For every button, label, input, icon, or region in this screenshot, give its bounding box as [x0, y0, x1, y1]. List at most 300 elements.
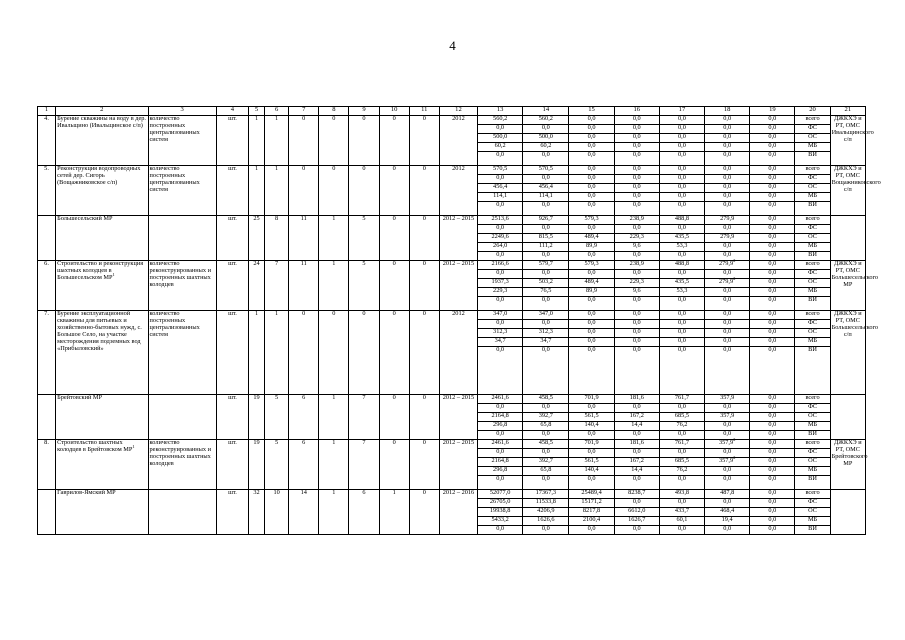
- amount-cell: 0,0: [750, 404, 795, 413]
- amount-cell: 489,4: [569, 234, 614, 243]
- amount-cell: 0,0: [569, 320, 614, 329]
- amount-cell: 458,5: [523, 395, 569, 404]
- funding-source-cell: МБ: [795, 193, 830, 202]
- amount-cell: 357,9: [705, 413, 750, 422]
- amount-cell: 701,9: [569, 395, 614, 404]
- quantity-cell: 7: [349, 395, 379, 440]
- amount-cell: 0,0: [705, 449, 750, 458]
- row-number-cell: 7.: [38, 311, 56, 395]
- amount-cell: 0,0: [659, 166, 704, 175]
- amount-cell: 0,0: [659, 347, 704, 395]
- amount-cell: 0,0: [478, 175, 523, 184]
- quantity-cell: 11: [289, 216, 319, 261]
- amount-cell: 0,0: [750, 499, 795, 508]
- quantity-cell: 0: [319, 116, 349, 166]
- amount-cell: 0,0: [614, 202, 659, 216]
- amount-cell: 0,0: [659, 202, 704, 216]
- amount-cell: 0,0: [523, 297, 569, 311]
- quantity-cell: 1: [319, 216, 349, 261]
- footnote-marker: 2: [733, 276, 736, 281]
- amount-cell: 0,0: [750, 270, 795, 279]
- unit-cell: шт.: [216, 490, 248, 535]
- amount-cell: 8217,8: [569, 508, 614, 517]
- amount-cell: 0,0: [523, 526, 569, 535]
- amount-cell: 468,4: [705, 508, 750, 517]
- amount-cell: 26705,0: [478, 499, 523, 508]
- amount-cell: 0,0: [569, 125, 614, 134]
- quantity-cell: 14: [289, 490, 319, 535]
- amount-cell: 0,0: [523, 449, 569, 458]
- quantity-cell: 0: [289, 166, 319, 216]
- quantity-cell: 0: [289, 311, 319, 395]
- measure-name-cell: Бурение скважины на воду в дер. Ивальщино (Ивальщинское с/п): [56, 116, 148, 166]
- amount-cell: 0,0: [569, 202, 614, 216]
- funding-source-cell: всего: [795, 261, 830, 270]
- amount-cell: 279,9: [705, 216, 750, 225]
- amount-cell: 0,0: [569, 329, 614, 338]
- amount-cell: 0,0: [750, 184, 795, 193]
- indicator-cell: количество построенных централизованных систем: [148, 116, 216, 166]
- amount-cell: 0,0: [750, 329, 795, 338]
- amount-cell: 0,0: [478, 125, 523, 134]
- amount-cell: 279,9: [705, 234, 750, 243]
- amount-cell: 0,0: [659, 175, 704, 184]
- funding-source-cell: МБ: [795, 517, 830, 526]
- amount-cell: 0,0: [569, 252, 614, 261]
- amount-cell: 815,5: [523, 234, 569, 243]
- amount-cell: 2164,8: [478, 413, 523, 422]
- indicator-cell: количество реконструированных и построенных шахтных колодцев: [148, 261, 216, 311]
- funding-source-cell: ВИ: [795, 347, 830, 395]
- quantity-cell: 32: [248, 490, 264, 535]
- amount-cell: 0,0: [478, 225, 523, 234]
- amount-cell: 0,0: [614, 116, 659, 125]
- years-cell: 2012 – 2016: [439, 490, 477, 535]
- funding-source-cell: ФС: [795, 404, 830, 413]
- amount-cell: 0,0: [750, 152, 795, 166]
- quantity-cell: 1: [319, 261, 349, 311]
- column-number-cell: 7: [289, 107, 319, 116]
- quantity-cell: 8: [265, 216, 289, 261]
- amount-cell: 0,0: [523, 347, 569, 395]
- amount-cell: 89,9: [569, 288, 614, 297]
- amount-cell: 279,9$^2$: [705, 279, 750, 288]
- quantity-cell: 0: [319, 311, 349, 395]
- funding-source-cell: всего: [795, 216, 830, 225]
- amount-cell: 357,9$^2$: [705, 458, 750, 467]
- amount-cell: 34,7: [523, 338, 569, 347]
- years-cell: 2012: [439, 116, 477, 166]
- amount-cell: 0,0: [705, 404, 750, 413]
- quantity-cell: 0: [349, 166, 379, 216]
- quantity-cell: 0: [409, 440, 439, 490]
- amount-cell: 0,0: [614, 476, 659, 490]
- amount-cell: 0,0: [523, 125, 569, 134]
- amount-cell: 0,0: [523, 476, 569, 490]
- amount-cell: 0,0: [705, 252, 750, 261]
- amount-cell: 0,0: [705, 175, 750, 184]
- measure-name-cell: Брейтовский МР: [56, 395, 148, 440]
- amount-cell: 493,8: [659, 490, 704, 499]
- amount-cell: 2461,6: [478, 395, 523, 404]
- amount-cell: 114,1: [523, 193, 569, 202]
- measure-name-cell: Строительство и реконструкция шахтных колодцев в Большесельском $МР^1$: [56, 261, 148, 311]
- amount-cell: 0,0: [614, 184, 659, 193]
- amount-cell: 0,0: [659, 152, 704, 166]
- amount-cell: 0,0: [750, 225, 795, 234]
- column-number-cell: 13: [478, 107, 523, 116]
- row-number-cell: 8.: [38, 440, 56, 490]
- table-row: [38, 166, 866, 175]
- amount-cell: 1626,6: [523, 517, 569, 526]
- quantity-cell: 0: [379, 261, 409, 311]
- quantity-cell: 10: [265, 490, 289, 535]
- amount-cell: 0,0: [569, 404, 614, 413]
- years-cell: 2012 – 2015: [439, 440, 477, 490]
- amount-cell: 0,0: [478, 152, 523, 166]
- amount-cell: 0,0: [750, 311, 795, 320]
- amount-cell: 0,0: [750, 288, 795, 297]
- amount-cell: 2249,6: [478, 234, 523, 243]
- unit-cell: шт.: [216, 261, 248, 311]
- table-row: [38, 490, 866, 499]
- amount-cell: 0,0: [750, 243, 795, 252]
- table-row: [38, 311, 866, 320]
- amount-cell: 0,0: [750, 125, 795, 134]
- amount-cell: 0,0: [659, 143, 704, 152]
- amount-cell: 0,0: [614, 270, 659, 279]
- amount-cell: 19,4: [705, 517, 750, 526]
- funding-source-cell: ФС: [795, 320, 830, 329]
- quantity-cell: 5: [349, 261, 379, 311]
- amount-cell: 0,0: [614, 347, 659, 395]
- amount-cell: 229,3: [614, 234, 659, 243]
- amount-cell: 9,6: [614, 243, 659, 252]
- amount-cell: 0,0: [659, 270, 704, 279]
- years-cell: 2012 – 2015: [439, 261, 477, 311]
- amount-cell: 579,3: [569, 216, 614, 225]
- amount-cell: 0,0: [569, 476, 614, 490]
- quantity-cell: 19: [248, 395, 264, 440]
- funding-source-cell: ОС: [795, 329, 830, 338]
- footnote-marker: 2: [733, 455, 736, 460]
- amount-cell: 312,3: [478, 329, 523, 338]
- amount-cell: 60,2: [523, 143, 569, 152]
- quantity-cell: 6: [349, 490, 379, 535]
- amount-cell: 0,0: [705, 152, 750, 166]
- amount-cell: 0,0: [750, 279, 795, 288]
- amount-cell: 560,2: [523, 116, 569, 125]
- amount-cell: 181,6: [614, 395, 659, 404]
- amount-cell: 0,0: [569, 297, 614, 311]
- amount-cell: 0,0: [569, 431, 614, 440]
- amount-cell: 0,0: [614, 526, 659, 535]
- amount-cell: 76,5: [523, 288, 569, 297]
- funding-source-cell: МБ: [795, 467, 830, 476]
- funding-source-cell: всего: [795, 440, 830, 449]
- amount-cell: 0,0: [478, 347, 523, 395]
- amount-cell: 279,9$^2$: [705, 261, 750, 270]
- table-row: [38, 440, 866, 449]
- quantity-cell: 0: [349, 311, 379, 395]
- column-number-cell: 18: [705, 107, 750, 116]
- indicator-cell: [148, 395, 216, 440]
- amount-cell: 347,0: [523, 311, 569, 320]
- indicator-cell: количество построенных централизованных систем: [148, 166, 216, 216]
- amount-cell: 238,9: [614, 261, 659, 270]
- funding-source-cell: ВИ: [795, 297, 830, 311]
- executor-cell: [830, 395, 865, 440]
- indicator-cell: [148, 490, 216, 535]
- amount-cell: 0,0: [614, 329, 659, 338]
- footnote-marker: 1: [132, 443, 135, 449]
- amount-cell: 0,0: [705, 431, 750, 440]
- amount-cell: 0,0: [523, 270, 569, 279]
- funding-source-cell: ОС: [795, 508, 830, 517]
- amount-cell: 0,0: [569, 449, 614, 458]
- executor-cell: ДЖКХЭ и РТ, ОМС Ивальщинского с/п: [830, 116, 865, 166]
- funding-source-cell: всего: [795, 490, 830, 499]
- amount-cell: 2461,6: [478, 440, 523, 449]
- amount-cell: 0,0: [523, 252, 569, 261]
- quantity-cell: 1: [319, 490, 349, 535]
- quantity-cell: 5: [265, 440, 289, 490]
- column-number-cell: 17: [659, 107, 704, 116]
- amount-cell: 0,0: [705, 125, 750, 134]
- amount-cell: 5433,2: [478, 517, 523, 526]
- amount-cell: 489,4: [569, 279, 614, 288]
- amount-cell: 0,0: [569, 193, 614, 202]
- amount-cell: 17367,3: [523, 490, 569, 499]
- amount-cell: 0,0: [750, 458, 795, 467]
- funding-source-cell: МБ: [795, 422, 830, 431]
- quantity-cell: 1: [248, 166, 264, 216]
- amount-cell: 0,0: [750, 508, 795, 517]
- unit-cell: шт.: [216, 311, 248, 395]
- amount-cell: 0,0: [569, 338, 614, 347]
- quantity-cell: 0: [379, 440, 409, 490]
- funding-source-cell: всего: [795, 166, 830, 175]
- amount-cell: 435,5: [659, 234, 704, 243]
- amount-cell: 0,0: [750, 116, 795, 125]
- column-number-cell: 12: [439, 107, 477, 116]
- amount-cell: 0,0: [523, 175, 569, 184]
- amount-cell: 0,0: [569, 134, 614, 143]
- quantity-cell: 1: [265, 116, 289, 166]
- column-number-cell: 14: [523, 107, 569, 116]
- amount-cell: 52077,0: [478, 490, 523, 499]
- unit-cell: шт.: [216, 216, 248, 261]
- amount-cell: 65,8: [523, 467, 569, 476]
- amount-cell: 0,0: [569, 143, 614, 152]
- amount-cell: 456,4: [478, 184, 523, 193]
- amount-cell: 685,5: [659, 458, 704, 467]
- funding-source-cell: ОС: [795, 234, 830, 243]
- amount-cell: 357,9: [705, 395, 750, 404]
- amount-cell: 15171,2: [569, 499, 614, 508]
- amount-cell: 14,4: [614, 422, 659, 431]
- amount-cell: 0,0: [569, 311, 614, 320]
- footnote-marker: 1: [112, 271, 115, 277]
- amount-cell: 0,0: [523, 404, 569, 413]
- amount-cell: 0,0: [569, 175, 614, 184]
- amount-cell: 701,9: [569, 440, 614, 449]
- funding-source-cell: ФС: [795, 499, 830, 508]
- quantity-cell: 11: [289, 261, 319, 311]
- amount-cell: 2166,6: [478, 261, 523, 270]
- amount-cell: 392,7: [523, 413, 569, 422]
- amount-cell: 140,4: [569, 467, 614, 476]
- unit-cell: шт.: [216, 116, 248, 166]
- amount-cell: 0,0: [750, 134, 795, 143]
- amount-cell: 579,3: [569, 261, 614, 270]
- amount-cell: 0,0: [659, 329, 704, 338]
- funding-source-cell: ВИ: [795, 431, 830, 440]
- amount-cell: 76,2: [659, 467, 704, 476]
- funding-source-cell: ОС: [795, 413, 830, 422]
- row-number-cell: [38, 490, 56, 535]
- amount-cell: 488,8: [659, 261, 704, 270]
- amount-cell: 0,0: [750, 234, 795, 243]
- amount-cell: 0,0: [705, 476, 750, 490]
- funding-source-cell: ОС: [795, 134, 830, 143]
- amount-cell: 0,0: [569, 526, 614, 535]
- amount-cell: 761,7: [659, 440, 704, 449]
- amount-cell: 0,0: [569, 166, 614, 175]
- amount-cell: 458,5: [523, 440, 569, 449]
- quantity-cell: 0: [379, 311, 409, 395]
- years-cell: 2012: [439, 166, 477, 216]
- amount-cell: 0,0: [523, 320, 569, 329]
- quantity-cell: 6: [289, 395, 319, 440]
- amount-cell: 60,1: [659, 517, 704, 526]
- amount-cell: 65,8: [523, 422, 569, 431]
- table-row: [38, 261, 866, 270]
- column-number-cell: 2: [56, 107, 148, 116]
- amount-cell: 0,0: [705, 297, 750, 311]
- quantity-cell: 0: [379, 166, 409, 216]
- amount-cell: 0,0: [659, 116, 704, 125]
- quantity-cell: 0: [379, 216, 409, 261]
- amount-cell: 0,0: [659, 526, 704, 535]
- column-number-cell: 5: [248, 107, 264, 116]
- amount-cell: 0,0: [523, 225, 569, 234]
- amount-cell: 11533,8: [523, 499, 569, 508]
- amount-cell: 0,0: [659, 134, 704, 143]
- amount-cell: 561,5: [569, 458, 614, 467]
- amount-cell: 140,4: [569, 422, 614, 431]
- amount-cell: 0,0: [614, 225, 659, 234]
- measure-name-cell: Гаврилов-Ямский МР: [56, 490, 148, 535]
- unit-cell: шт.: [216, 440, 248, 490]
- quantity-cell: 1: [379, 490, 409, 535]
- column-number-cell: 6: [265, 107, 289, 116]
- amount-cell: 0,0: [614, 252, 659, 261]
- amount-cell: 0,0: [569, 116, 614, 125]
- amount-cell: 14,4: [614, 467, 659, 476]
- amount-cell: 0,0: [614, 431, 659, 440]
- amount-cell: 0,0: [478, 202, 523, 216]
- funding-source-cell: всего: [795, 311, 830, 320]
- amount-cell: 570,5: [478, 166, 523, 175]
- amount-cell: 685,5: [659, 413, 704, 422]
- amount-cell: 4206,9: [523, 508, 569, 517]
- amount-cell: 0,0: [705, 499, 750, 508]
- years-cell: 2012 – 2015: [439, 216, 477, 261]
- amount-cell: 0,0: [705, 288, 750, 297]
- amount-cell: 25489,4: [569, 490, 614, 499]
- amount-cell: 89,9: [569, 243, 614, 252]
- amount-cell: 0,0: [659, 338, 704, 347]
- column-number-cell: 15: [569, 107, 614, 116]
- amount-cell: 167,2: [614, 413, 659, 422]
- measure-name-cell: Реконструкция водопроводных сетей дер. Сигорь (Вощажниковское с/п): [56, 166, 148, 216]
- amount-cell: 500,0: [523, 134, 569, 143]
- amount-cell: 0,0: [750, 216, 795, 225]
- indicator-cell: [148, 216, 216, 261]
- measure-name-cell: Бурение эксплуатационной скважины для питьевых и хозяйственно-бытовых нужд, с. Большое Село, на участке месторождения подземных вод «Прибыловский»: [56, 311, 148, 395]
- amount-cell: 0,0: [569, 270, 614, 279]
- quantity-cell: 24: [248, 261, 264, 311]
- page-number: 4: [449, 38, 456, 53]
- amount-cell: 0,0: [705, 202, 750, 216]
- executor-cell: ДЖКХЭ и РТ, ОМС Вощажниковского с/п: [830, 166, 865, 216]
- amount-cell: 0,0: [523, 202, 569, 216]
- amount-cell: 76,2: [659, 422, 704, 431]
- quantity-cell: 0: [319, 166, 349, 216]
- amount-cell: 0,0: [614, 152, 659, 166]
- amount-cell: 926,7: [523, 216, 569, 225]
- amount-cell: 0,0: [659, 193, 704, 202]
- amount-cell: 0,0: [705, 338, 750, 347]
- amount-cell: 0,0: [523, 152, 569, 166]
- amount-cell: 264,0: [478, 243, 523, 252]
- amount-cell: 0,0: [750, 526, 795, 535]
- amount-cell: 0,0: [705, 193, 750, 202]
- amount-cell: 761,7: [659, 395, 704, 404]
- executor-cell: ДЖКХЭ и РТ, ОМС Брейтовского МР: [830, 440, 865, 490]
- column-number-cell: 10: [379, 107, 409, 116]
- amount-cell: 0,0: [750, 449, 795, 458]
- years-cell: 2012 – 2015: [439, 395, 477, 440]
- row-number-cell: 4.: [38, 116, 56, 166]
- quantity-cell: 0: [379, 116, 409, 166]
- measure-name-cell: Большесельский МР: [56, 216, 148, 261]
- executor-cell: [830, 216, 865, 261]
- executor-cell: [830, 490, 865, 535]
- amount-cell: 0,0: [659, 184, 704, 193]
- footnote-marker: 2: [733, 258, 736, 263]
- amount-cell: 0,0: [750, 440, 795, 449]
- table-row: [38, 216, 866, 225]
- amount-cell: 167,2: [614, 458, 659, 467]
- column-number-cell: 20: [795, 107, 830, 116]
- amount-cell: 500,0: [478, 134, 523, 143]
- amount-cell: 0,0: [478, 449, 523, 458]
- amount-cell: 0,0: [705, 347, 750, 395]
- amount-cell: 53,3: [659, 243, 704, 252]
- amount-cell: 0,0: [659, 297, 704, 311]
- amount-cell: 0,0: [750, 431, 795, 440]
- amount-cell: 0,0: [659, 252, 704, 261]
- amount-cell: 0,0: [705, 422, 750, 431]
- amount-cell: 0,0: [569, 152, 614, 166]
- quantity-cell: 1: [319, 440, 349, 490]
- amount-cell: 0,0: [705, 143, 750, 152]
- quantity-cell: 25: [248, 216, 264, 261]
- amount-cell: 0,0: [569, 347, 614, 395]
- quantity-cell: 0: [409, 116, 439, 166]
